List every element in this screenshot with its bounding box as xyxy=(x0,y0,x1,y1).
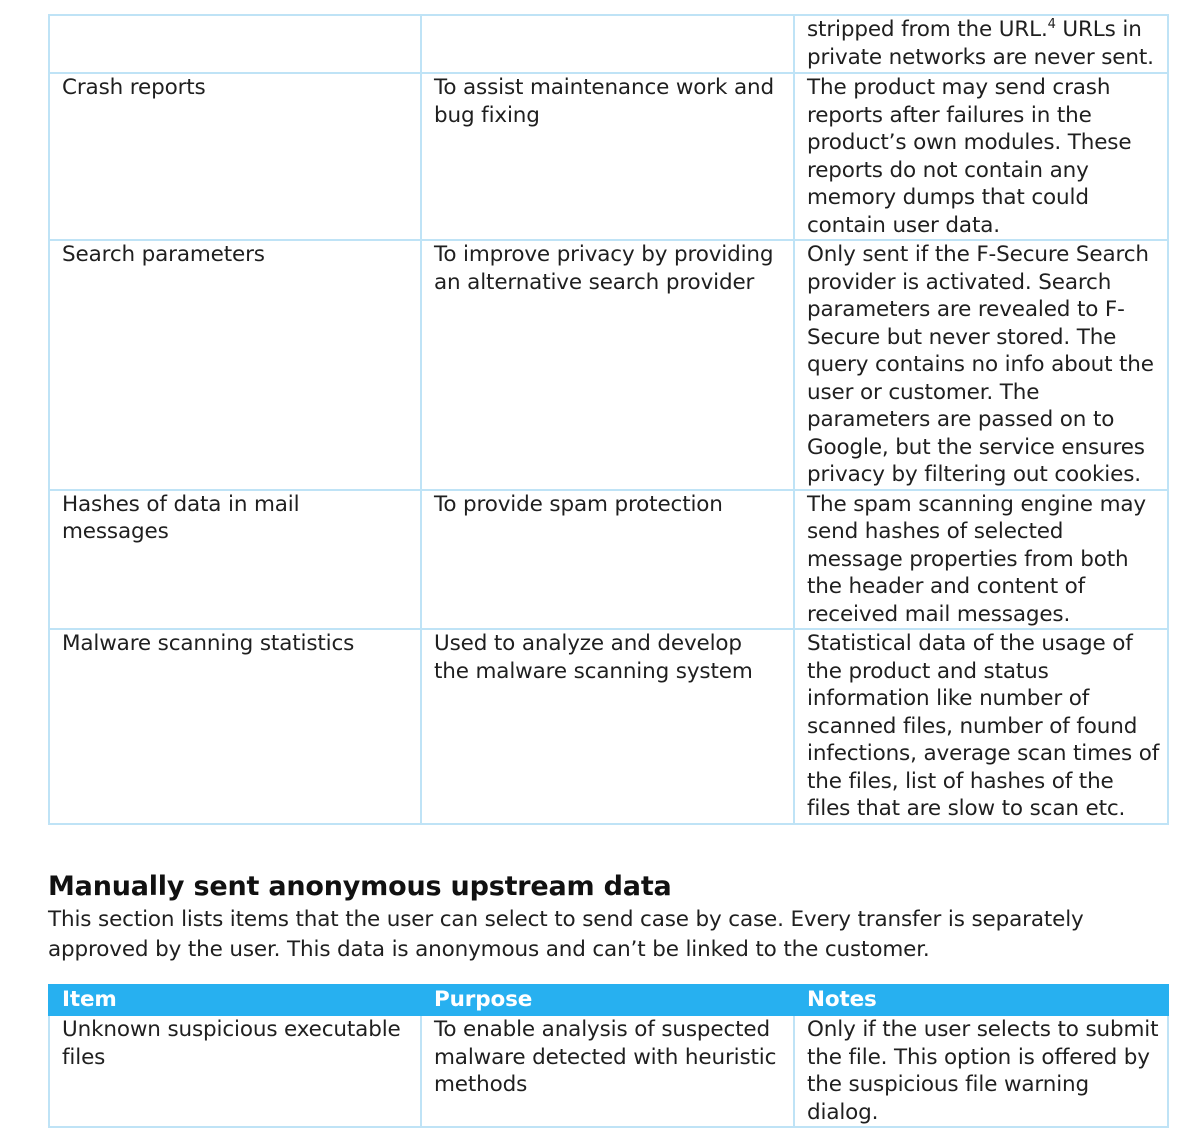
table-row xyxy=(49,15,1168,73)
table-row xyxy=(49,629,1168,824)
purpose-cell: To enable analysis of suspected malware detected with heuristic methods xyxy=(421,1015,794,1127)
table-header-row xyxy=(49,985,1168,1015)
item-cell: Crash reports xyxy=(49,73,421,240)
purpose-cell xyxy=(421,15,794,73)
section-intro: This section lists items that the user can select to send case by case. Every transfer is separately approved by the user. This data is anonymous and can’t be linked to the customer. xyxy=(48,907,1084,962)
notes-cell: Only if the user selects to submit the file. This option is offered by the suspicious file warning dialog. xyxy=(794,1015,1168,1127)
manual-data-table xyxy=(48,984,1169,1128)
table-row xyxy=(49,1015,1168,1127)
column-header-notes: Notes xyxy=(794,985,1168,1015)
purpose-cell: To provide spam protection xyxy=(421,490,794,630)
column-header-item: Item xyxy=(49,985,421,1015)
item-cell: Unknown suspicious executable files xyxy=(49,1015,421,1127)
notes-text: stripped from the URL. xyxy=(807,17,1048,42)
table-row xyxy=(49,490,1168,630)
item-cell xyxy=(49,15,421,73)
item-cell: Search parameters xyxy=(49,240,421,490)
notes-cell: Only sent if the F-Secure Search provider is activated. Search parameters are revealed to F-Secure but never stored. The query contains no info about the user or customer. The parameters are passed on to Google, but the service ensures privacy by filtering out cookies. xyxy=(794,240,1168,490)
table-row xyxy=(49,240,1168,490)
notes-text: URLs in private networks are never sent. xyxy=(807,17,1154,70)
item-cell: Hashes of data in mail messages xyxy=(49,490,421,630)
purpose-cell: To assist maintenance work and bug fixing xyxy=(421,73,794,240)
notes-cell: Statistical data of the usage of the product and status information like number of scanned files, number of found infections, average scan times of the files, list of hashes of the files that are slow to scan etc. xyxy=(794,629,1168,824)
purpose-cell: To improve privacy by providing an alternative search provider xyxy=(421,240,794,490)
footnote-marker: 4 xyxy=(1047,17,1056,32)
notes-cell: The product may send crash reports after failures in the product’s own modules. These reports do not contain any memory dumps that could contain user data. xyxy=(794,73,1168,240)
notes-cell xyxy=(794,15,1168,73)
section-heading: Manually sent anonymous upstream data xyxy=(48,871,672,902)
purpose-cell: Used to analyze and develop the malware scanning system xyxy=(421,629,794,824)
upstream-data-table xyxy=(48,14,1169,825)
notes-cell: The spam scanning engine may send hashes of selected message properties from both the header and content of received mail messages. xyxy=(794,490,1168,630)
item-cell: Malware scanning statistics xyxy=(49,629,421,824)
table-row xyxy=(49,73,1168,240)
column-header-purpose: Purpose xyxy=(421,985,794,1015)
